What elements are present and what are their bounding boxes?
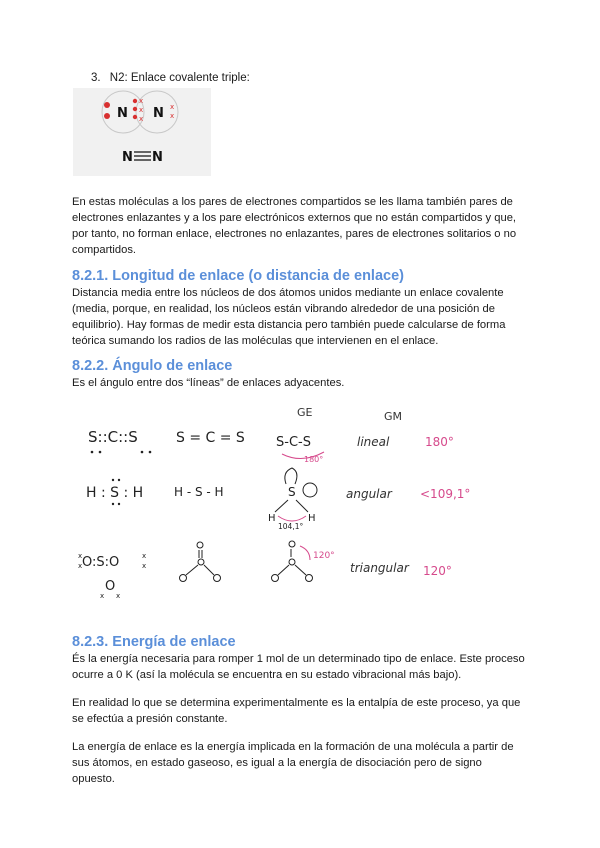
list-text: N2: Enlace covalente triple: [109,72,250,84]
row1-gm: lineal [357,435,390,449]
section-823-p1: És la energía necesaria para romper 1 mol de un determinado tipo de enlace. Este proceso ocurre a 0 K (así la molécula se encuentra en su estado vibracional más bajo). [72,653,525,681]
row3-angle: 120° [423,564,452,578]
n2-atom-2: N [153,106,164,121]
col-gm-header: GM [384,410,403,423]
row1-ge-angle: 180° [304,455,324,464]
row1-structural: S = C = S [176,430,245,446]
row2-ge-s: S [288,485,296,499]
svg-text:x: x [170,103,175,111]
row2-gm: angular [346,487,392,501]
row2-ge-h1: H [268,513,276,524]
section-822-title: 8.2.2. Ángulo de enlace [72,358,233,374]
row1-ge: S-C-S [276,435,311,450]
col-ge-header: GE [297,406,313,419]
section-822-body: Es el ángulo entre dos “líneas” de enlaces adyacentes. [72,377,345,389]
molecular-geometry-sketch [70,400,540,615]
section-821-title: 8.2.1. Longitud de enlace (o distancia de enlace) [72,268,404,284]
row2-ge-angle: 104,1° [278,522,304,531]
list-number: 3. [91,72,101,84]
row3-ge-angle: 120° [313,551,335,561]
row2-lewis: H : S : H [86,485,144,501]
section-823-p2: En realidad lo que se determina experimentalmente es la entalpía de este proceso, ya que se efectúa a presión constante. [72,697,521,725]
row2-angle: <109,1° [420,487,471,501]
list-item-3 [91,72,250,84]
svg-text:x: x [78,552,83,560]
section-821-body: Distancia media entre los núcleos de dos átomos unidos mediante un enlace covalente (media, porque, en realidad, los núcleos están vibrando alrededor de una posición de equilibrio). Hay formas de medir esta distancia pero también puede calcularse de forma teórica sumando los radios de las moléculas que intervienen en el enlace. [72,287,506,347]
row3-lewis-bottom: O [105,579,116,594]
svg-text:x: x [170,112,175,120]
intro-paragraph: En estas moléculas a los pares de electrones compartidos se les llama también pares de electrones enlazantes y a los pare electrónicos externos que no están compartidos y que, por tanto, no forman enlace, electrones no enlazantes, pares de electrones solitarios o no compartidos. [72,196,517,256]
row2-structural: H - S - H [174,485,224,499]
svg-text:x: x [142,552,147,560]
row3-gm: triangular [350,561,409,575]
svg-text:x: x [78,562,83,570]
section-823-title: 8.2.3. Energía de enlace [72,634,236,650]
n2-atom-1: N [117,106,128,121]
svg-text:x: x [139,115,144,123]
row3-lewis: O:S:O [82,555,120,570]
section-823-p3: La energía de enlace es la energía implicada en la formación de una molécula a partir de sus átomos, en estado gaseoso, es igual a la energía de disociación pero de signo opuesto. [72,741,514,785]
svg-text:x: x [142,562,147,570]
n2-triple-atom-2: N [152,150,163,165]
svg-text:x: x [100,592,105,600]
svg-text:x: x [139,106,144,114]
row1-angle: 180° [425,435,454,449]
svg-text:x: x [116,592,121,600]
svg-text:x: x [139,97,144,105]
row2-ge-h2: H [308,513,316,524]
n2-lewis-diagram [73,88,211,176]
n2-triple-atom-1: N [122,150,133,165]
row1-lewis: S::C::S [88,428,138,446]
